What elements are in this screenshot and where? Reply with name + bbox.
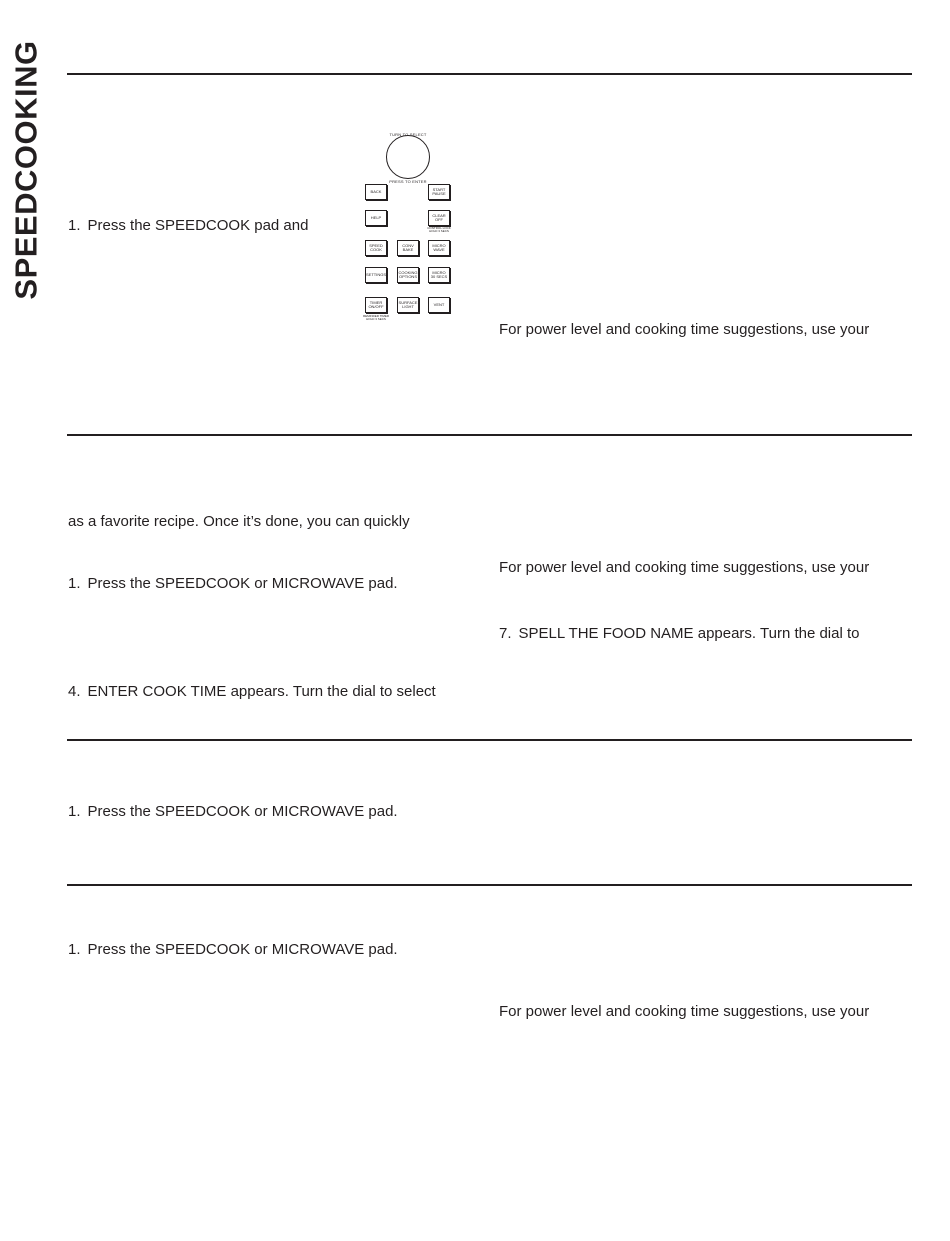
favorite-recipe-intro: as a favorite recipe. Once it’s done, you can quickly: [68, 513, 410, 530]
step-1-speedcook-microwave-s3: 1. Press the SPEEDCOOK or MICROWAVE pad.: [68, 803, 398, 820]
speedcook-key: SPEED COOK: [365, 240, 387, 256]
vent-key: VENT: [428, 297, 450, 313]
step-4-enter-cook-time: 4. ENTER COOK TIME appears. Turn the dial to select: [68, 683, 436, 700]
dial-bottom-label: PRESS TO ENTER: [389, 179, 427, 184]
power-level-note-1: For power level and cooking time suggestions, use your: [499, 321, 870, 338]
control-lock-caption: CONTROL LOCK HOLD 3 SECS: [427, 226, 451, 234]
surface-light-key: SURFACE LIGHT: [397, 297, 419, 313]
timer-key: TIMER ON/OFF: [365, 297, 387, 313]
power-level-note-2: For power level and cooking time suggestions, use your: [499, 559, 870, 576]
step-7-spell-food-name: 7. SPELL THE FOOD NAME appears. Turn the dial to: [499, 625, 860, 642]
selector-dial: [386, 135, 430, 179]
clear-off-key: CLEAR OFF: [428, 210, 450, 226]
start-pause-key: START PAUSE: [428, 184, 450, 200]
section-rule-2: [67, 434, 912, 436]
convection-bake-key: CONV BAKE: [397, 240, 419, 256]
step-1-speedcook-microwave: 1. Press the SPEEDCOOK or MICROWAVE pad.: [68, 575, 398, 592]
microwave-key: MICRO WAVE: [428, 240, 450, 256]
micro-30-secs-key: MICRO 30 SECS: [428, 267, 450, 283]
power-level-note-3: For power level and cooking time suggestions, use your: [499, 1003, 870, 1020]
dial-top-label: TURN TO SELECT: [389, 132, 427, 137]
back-key: BACK: [365, 184, 387, 200]
section-rule-3: [67, 739, 912, 741]
side-section-title: SPEEDCOOKING: [9, 40, 44, 300]
cooking-options-key: COOKING OPTIONS: [397, 267, 419, 283]
settings-key: SETTINGS: [365, 267, 387, 283]
section-rule-4: [67, 884, 912, 886]
help-key: HELP: [365, 210, 387, 226]
control-panel-figure: [360, 130, 456, 326]
reminder-timer-caption: REMINDER TIMER HOLD 3 SECS: [362, 314, 390, 322]
step-1-speedcook: 1. Press the SPEEDCOOK pad and: [68, 217, 309, 234]
step-1-speedcook-microwave-s4: 1. Press the SPEEDCOOK or MICROWAVE pad.: [68, 941, 398, 958]
section-rule-1: [67, 73, 912, 75]
